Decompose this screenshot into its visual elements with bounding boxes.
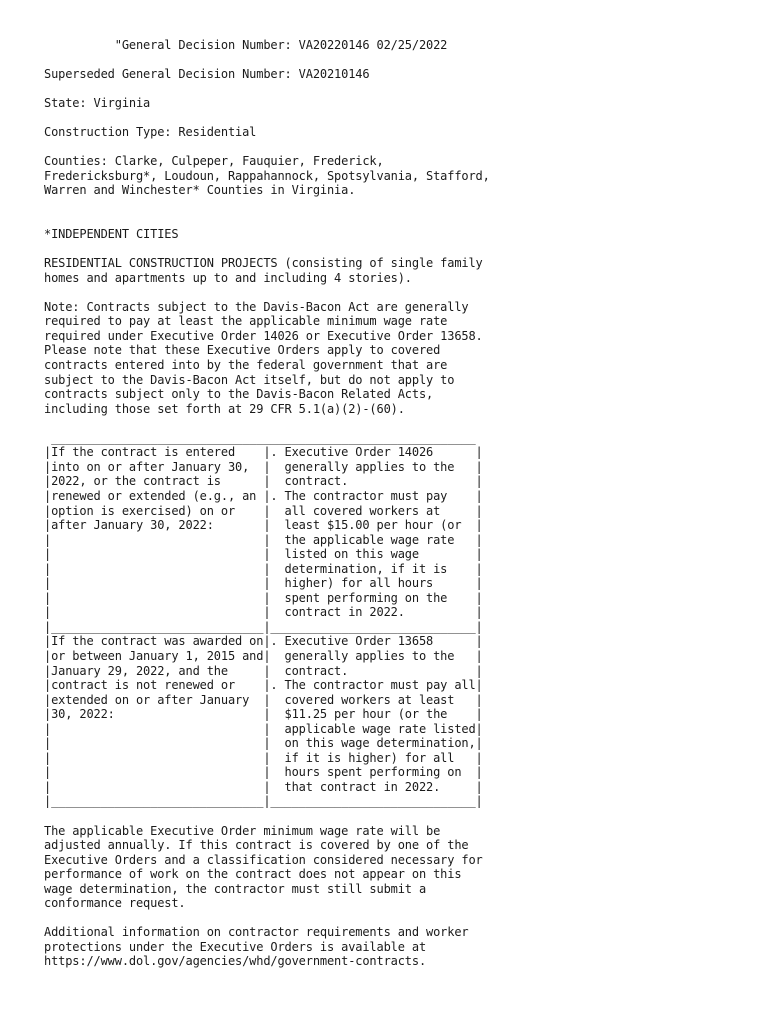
document-body-text: "General Decision Number: VA20220146 02/25/2022 Superseded General Decision Number: VA20210146 State: Virginia Construction Type: Residential Counties: Clarke, Culpeper, Fauquier, Frederick, Fredericksburg*, Loudoun, Rappahannock, Spotsylvania, Stafford, Warren and Winchester* Counties in Virginia. *INDEPENDENT CITIES RESIDENTIAL CONSTRUCTION PROJECTS (consisting of single family homes and apartments up to and including 4 stories). Note: Contracts subject to the Davis-Bacon Act are generally required to pay at least the applicable minimum wage rate required under Executive Order 14026 or Executive Order 13658. Please note that these Executive Orders apply to covered contracts entered into by the federal government that are subject to the Davis-Bacon Act itself, but do not apply to contracts subject only to the Davis-Bacon Related Acts, including those set forth at 29 CFR 5.1(a)(2)-(60). ____________________________________________________________ |If the contract is entered |. Executive Order 14026 | |into on or after January 30, | generally applies to the | |2022, or the contract is | contract. | |renewed or extended (e.g., an |. The contractor must pay | |option is exercised) on or | all covered workers at | |after January 30, 2022: | least $15.00 per hour (or | | | the applicable wage rate | | | listed on this wage | | | determination, if it is | | | higher) for all hours | | | spent performing on the | | | contract in 2022. | |______________________________|_____________________________| |If the contract was awarded on|. Executive Order 13658 | |or between January 1, 2015 and| generally applies to the | |January 29, 2022, and the | contract. | |contract is not renewed or |. The contractor must pay all| |extended on or after January | covered workers at least | |30, 2022: | $11.25 per hour (or the | | | applicable wage rate listed| | | on this wage determination,| | | if it is higher) for all | | | hours spent performing on | | | that contract in 2022. | |______________________________|_____________________________| The applicable Executive Order minimum wage rate will be adjusted annually. If this contract is covered by one of the Executive Orders and a classification considered necessary for performance of work on the contract does not appear on this wage determination, the contractor must still submit a conformance request. Additional information on contractor requirements and worker protections under the Executive Orders is available at https://www.dol.gov/agencies/whd/government-contracts. [44, 38, 490, 969]
